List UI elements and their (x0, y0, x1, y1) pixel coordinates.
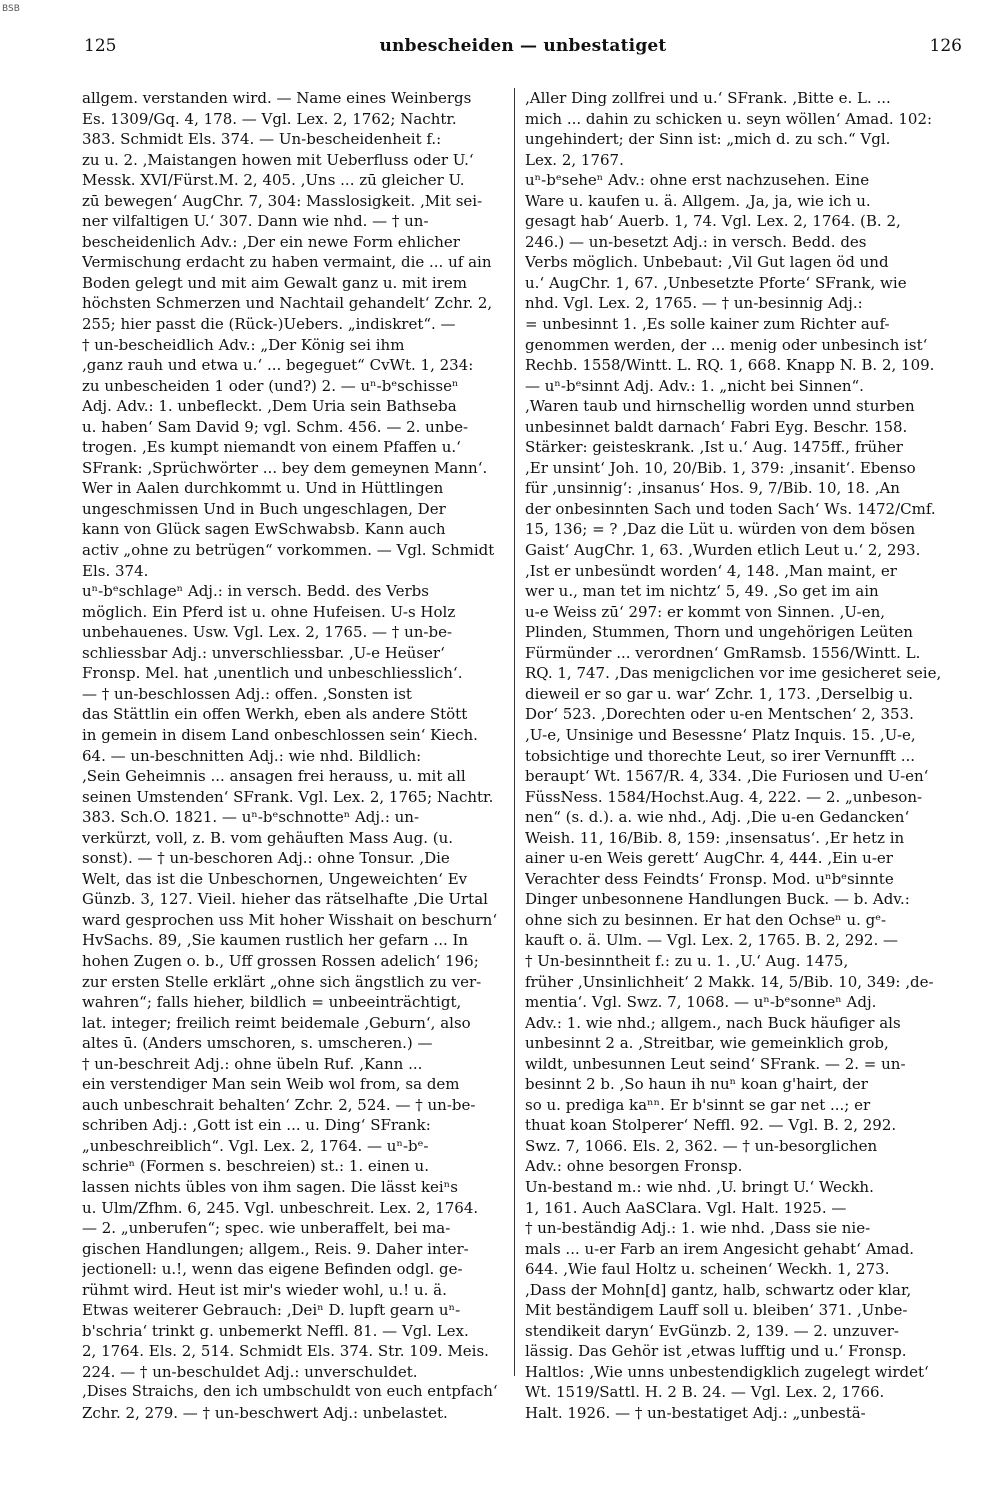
text-line: Plinden, Stummen, Thorn und ungehörigen Leüten (525, 623, 913, 642)
text-line: ‚Waren taub und hirnschellig worden unnd sturben (525, 397, 915, 416)
text-line: wildt, unbesunnen Leut seind‘ SFrank. — 2. = un- (525, 1054, 906, 1073)
text-line: 1, 161. Auch AaSClara. Vgl. Halt. 1925. — (525, 1198, 847, 1217)
text-line: für ‚unsinnig‘: ‚insanus‘ Hos. 9, 7/Bib. 10, 18. ‚An (525, 479, 900, 498)
text-line: 644. ‚Wie faul Holtz u. scheinen‘ Weckh. 1, 273. (525, 1260, 890, 1279)
text-line: ohne sich zu besinnen. Er hat den Ochseⁿ u. gᵉ- (525, 910, 887, 929)
text-line: Günzb. 3, 127. Vieil. hieher das rätselhafte ‚Die Urtal (82, 890, 488, 909)
text-line: ‚ganz rauh und etwa u.‘ ... begeguet“ CvWt. 1, 234: (82, 356, 474, 375)
text-line: Gaist‘ AugChr. 1, 63. ‚Wurden etlich Leut u.‘ 2, 293. (525, 541, 921, 560)
text-line: jectionell: u.!, wenn das eigene Befinden odgl. ge- (82, 1260, 463, 1279)
text-line: ‚Sein Geheimnis ... ansagen frei herauss, u. mit all (82, 767, 466, 786)
text-line: beraupt‘ Wt. 1567/R. 4, 334. ‚Die Furiosen und U-en‘ (525, 767, 929, 786)
text-line: kann von Glück sagen EwSchwabsb. Kann auch (82, 520, 446, 539)
text-line: rühmt wird. Heut ist mir's wieder wohl, u.! u. ä. (82, 1280, 447, 1299)
text-line: tobsichtige und thorechte Leut, so irer Vernunfft ... (525, 746, 916, 765)
text-line: Rechb. 1558/Wintt. L. RQ. 1, 668. Knapp N. B. 2, 109. (525, 356, 935, 375)
text-line: lässig. Das Gehör ist ‚etwas lufftig und u.‘ Fronsp. (525, 1342, 907, 1361)
text-line: Fürmünder ... verordnen‘ GmRamsb. 1556/Wintt. L. (525, 643, 921, 662)
text-line: lat. integer; freilich reimt beidemale ‚Geburn‘, also (82, 1013, 471, 1032)
text-line: Adv.: 1. wie nhd.; allgem., nach Buck häufiger als (525, 1013, 901, 1032)
text-line: 383. Sch.O. 1821. — uⁿ-bᵉschnotteⁿ Adj.: un- (82, 808, 420, 827)
page-number-right: 126 (929, 36, 962, 56)
text-line: schriben Adj.: ‚Gott ist ein ... u. Ding‘ SFrank: (82, 1116, 431, 1135)
text-line: Adv.: ohne besorgen Fronsp. (525, 1157, 743, 1176)
text-line: sonst). — † un-beschoren Adj.: ohne Tonsur. ‚Die (82, 849, 450, 868)
text-line: Mit beständigem Lauff soll u. bleiben‘ 371. ‚Unbe- (525, 1301, 908, 1320)
text-line: besinnt 2 b. ‚So haun ih nuⁿ koan g'hairt, der (525, 1075, 868, 1094)
text-line: gesagt hab‘ Auerb. 1, 74. Vgl. Lex. 2, 1764. (B. 2, (525, 212, 901, 231)
text-line: u-e Weiss zū‘ 297: er kommt von Sinnen. ‚U-en, (525, 602, 886, 621)
text-line: unbesinnet baldt darnach‘ Fabri Eyg. Beschr. 158. (525, 417, 908, 436)
text-line: ‚Ist er unbesündt worden‘ 4, 148. ‚Man maint, er (525, 561, 897, 580)
text-line: schliessbar Adj.: unverschliessbar. ‚U-e Heüser‘ (82, 643, 445, 662)
text-line: activ „ohne zu betrügen“ vorkommen. — Vgl. Schmidt (82, 541, 495, 560)
text-line: Dinger unbesonnene Handlungen Buck. — b. Adv.: (525, 890, 910, 909)
text-line: Un-bestand m.: wie nhd. ‚U. bringt U.‘ Weckh. (525, 1177, 874, 1196)
text-line: Adj. Adv.: 1. unbefleckt. ‚Dem Uria sein Bathseba (82, 397, 457, 416)
text-line: nen“ (s. d.). a. wie nhd., Adj. ‚Die u-en Gedancken‘ (525, 808, 910, 827)
text-line: „unbeschreiblich“. Vgl. Lex. 2, 1764. — uⁿ-bᵉ- (82, 1136, 429, 1155)
text-line: kauft o. ä. Ulm. — Vgl. Lex. 2, 1765. B. 2, 292. — (525, 931, 898, 950)
text-line: Lex. 2, 1767. (525, 150, 624, 169)
text-line: ein verstendiger Man sein Weib wol from, sa dem (82, 1075, 460, 1094)
running-title: unbescheiden — unbestatiget (379, 36, 667, 56)
library-stamp: BSB (2, 4, 20, 14)
text-line: ner vilfaltigen U.‘ 307. Dann wie nhd. — † un- (82, 212, 429, 231)
text-line: so u. prediga kaⁿⁿ. Er b'sinnt se gar net ...; er (525, 1095, 871, 1114)
text-line: das Stättlin ein offen Werkh, eben als andere Stött (82, 705, 468, 724)
text-line: † Un-besinntheit f.: zu u. 1. ‚U.‘ Aug. 1475, (525, 951, 849, 970)
text-line: — † un-beschlossen Adj.: offen. ‚Sonsten ist (82, 684, 412, 703)
text-line: wahren“; falls hieher, bildlich = unbeeinträchtigt, (82, 993, 462, 1012)
text-line: Verbs möglich. Unbebaut: ‚Vil Gut lagen öd und (525, 253, 889, 272)
text-line: mals ... u-er Farb an irem Angesicht gehabt‘ Amad. (525, 1239, 915, 1258)
text-line: — 2. „unberufen“; spec. wie unberaffelt, bei ma- (82, 1219, 451, 1238)
text-line: Fronsp. Mel. hat ‚unentlich und unbeschliesslich‘. (82, 664, 463, 683)
text-line: altes ū. (Anders umschoren, s. umscheren.) — (82, 1034, 433, 1053)
text-line: der onbesinnten Sach und toden Sach‘ Ws. 1472/Cmf. (525, 499, 936, 518)
text-line: hohen Zugen o. b., Uff grossen Rossen adelich‘ 196; (82, 951, 479, 970)
text-line: ‚Dises Straichs, den ich umbschuldt von euch entpfach‘ (82, 1383, 498, 1401)
text-line: Weish. 11, 16/Bib. 8, 159: ‚insensatus‘. ‚Er hetz in (525, 828, 905, 847)
text-line: auch unbeschrait behalten‘ Zchr. 2, 524. — † un-be- (82, 1095, 476, 1114)
text-line: seinen Umstenden‘ SFrank. Vgl. Lex. 2, 1765; Nachtr. (82, 787, 494, 806)
text-line: Wer in Aalen durchkommt u. Und in Hüttlingen (82, 479, 444, 498)
text-line: möglich. Ein Pferd ist u. ohne Hufeisen. U-s Holz (82, 602, 456, 621)
text-line: Stärker: geisteskrank. ‚Ist u.‘ Aug. 1475ff., früher (525, 438, 903, 457)
text-line: schrieⁿ (Formen s. beschreien) st.: 1. einen u. (82, 1157, 429, 1176)
text-line: Vermischung erdacht zu haben vermaint, die ... uf ain (82, 253, 492, 272)
text-line: 2, 1764. Els. 2, 514. Schmidt Els. 374. Str. 109. Meis. (82, 1342, 489, 1361)
text-line: mich ... dahin zu schicken u. seyn wöllen‘ Amad. 102: (525, 109, 933, 128)
text-line: zu u. 2. ‚Maistangen howen mit Ueberfluss oder U.‘ (82, 150, 474, 169)
text-line: Zchr. 2, 279. — † un-beschwert Adj.: unbelastet. (82, 1404, 448, 1422)
text-line: 246.) — un-besetzt Adj.: in versch. Bedd. des (525, 232, 867, 251)
text-line: Verachter dess Feindts‘ Fronsp. Mod. uⁿbᵉsinnte (525, 869, 894, 888)
left-column (82, 88, 500, 1424)
text-line: HvSachs. 89, ‚Sie kaumen rustlich her gefarn ... In (82, 931, 469, 950)
text-line: 224. — † un-beschuldet Adj.: unverschuldet. (82, 1362, 418, 1381)
text-line: ‚Er unsint‘ Joh. 10, 20/Bib. 1, 379: ‚insanit‘. Ebenso (525, 458, 916, 477)
column-divider (514, 88, 515, 1376)
text-line: wer u., man tet im nichtz‘ 5, 49. ‚So get im ain (525, 582, 879, 601)
text-line: ‚Aller Ding zollfrei und u.‘ SFrank. ‚Bitte e. L. ... (525, 89, 891, 107)
text-line: Dor‘ 523. ‚Dorechten oder u-en Mentschen‘ 2, 353. (525, 705, 914, 724)
text-line: Ware u. kaufen u. ä. Allgem. ‚Ja, ja, wie ich u. (525, 191, 871, 210)
text-line: 255; hier passt die (Rück-)Uebers. „indiskret“. — (82, 315, 456, 334)
text-line: dieweil er so gar u. war‘ Zchr. 1, 173. ‚Derselbig u. (525, 684, 914, 703)
text-line: Swz. 7, 1066. Els. 2, 362. — † un-besorglichen (525, 1136, 878, 1155)
text-line: allgem. verstanden wird. — Name eines Weinbergs (82, 89, 472, 107)
text-line: nhd. Vgl. Lex. 2, 1765. — † un-besinnig Adj.: (525, 294, 863, 313)
text-line: Halt. 1926. — † un-bestatiget Adj.: „unbestä- (525, 1404, 866, 1422)
text-line: † un-beschreit Adj.: ohne übeln Ruf. ‚Kann ... (82, 1054, 423, 1073)
text-line: zū bewegen‘ AugChr. 7, 304: Masslosigkeit. ‚Mit sei- (82, 191, 483, 210)
text-line: u. Ulm/Zfhm. 6, 245. Vgl. unbeschreit. Lex. 2, 1764. (82, 1198, 479, 1217)
text-line: SFrank: ‚Sprüchwörter ... bey dem gemeynen Mann‘. (82, 458, 488, 477)
text-line: zur ersten Stelle erklärt „ohne sich ängstlich zu ver- (82, 972, 482, 991)
text-line: Messk. XVI/Fürst.M. 2, 405. ‚Uns ... zū gleicher U. (82, 171, 465, 190)
text-line: unbesinnt 2 a. ‚Streitbar, wie gemeinklich grob, (525, 1034, 889, 1053)
text-line: thuat koan Stolperer‘ Neffl. 92. — Vgl. B. 2, 292. (525, 1116, 897, 1135)
text-line: ‚U-e, Unsinige und Besessne‘ Platz Inquis. 15. ‚U-e, (525, 725, 916, 744)
text-line: u. haben‘ Sam David 9; vgl. Schm. 456. — 2. unbe- (82, 417, 469, 436)
text-line: genommen werden, der ... menig oder unbesinch ist‘ (525, 335, 928, 354)
text-line: gischen Handlungen; allgem., Reis. 9. Daher inter- (82, 1239, 469, 1258)
text-line: Welt, das ist die Unbeschornen, Ungeweichten‘ Ev (82, 869, 468, 888)
text-line: 15, 136; = ? ‚Daz die Lüt u. würden von dem bösen (525, 520, 916, 539)
text-line: Wt. 1519/Sattl. H. 2 B. 24. — Vgl. Lex. 2, 1766. (525, 1383, 885, 1402)
text-line: höchsten Schmerzen und Nachtail gehandelt‘ Zchr. 2, (82, 294, 493, 313)
text-line: stendikeit daryn‘ EvGünzb. 2, 139. — 2. unzuver- (525, 1321, 899, 1340)
text-line: unbehauenes. Usw. Vgl. Lex. 2, 1765. — † un-be- (82, 623, 453, 642)
text-line: Els. 374. (82, 561, 149, 580)
page-header (84, 36, 962, 62)
text-line: bescheidenlich Adv.: ‚Der ein newe Form ehlicher (82, 232, 460, 251)
text-line: ungeschmissen Und in Buch ungeschlagen, Der (82, 499, 446, 518)
text-line: in gemein in disem Land onbeschlossen sein‘ Kiech. (82, 725, 478, 744)
text-line: uⁿ-bᵉschlageⁿ Adj.: in versch. Bedd. des Verbs (82, 582, 429, 601)
text-line: † un-beständig Adj.: 1. wie nhd. ‚Dass sie nie- (525, 1219, 871, 1238)
text-line: FüssNess. 1584/Hochst.Aug. 4, 222. — 2. „unbeson- (525, 787, 923, 806)
text-line: b'schria‘ trinkt g. unbemerkt Neffl. 81. — Vgl. Lex. (82, 1321, 469, 1340)
text-line: Etwas weiterer Gebrauch: ‚Deiⁿ D. lupft gearn uⁿ- (82, 1301, 461, 1320)
text-line: Es. 1309/Gq. 4, 178. — Vgl. Lex. 2, 1762; Nachtr. (82, 109, 457, 128)
text-line: zu unbescheiden 1 oder (und?) 2. — uⁿ-bᵉschisseⁿ (82, 376, 459, 395)
text-line: ainer u-en Weis gerett‘ AugChr. 4, 444. ‚Ein u-er (525, 849, 893, 868)
text-line: Boden gelegt und mit aim Gewalt ganz u. mit irem (82, 273, 467, 292)
text-line: mentia‘. Vgl. Swz. 7, 1068. — uⁿ-bᵉsonneⁿ Adj. (525, 993, 877, 1012)
text-line: ‚Dass der Mohn[d] gantz, halb, schwartz oder klar, (525, 1280, 912, 1299)
text-line: ward gesprochen uss Mit hoher Wisshait on beschurn‘ (82, 910, 498, 929)
text-line: lassen nichts übles von ihm sagen. Die lässt keiⁿs (82, 1177, 458, 1196)
text-line: uⁿ-bᵉseheⁿ Adv.: ohne erst nachzusehen. Eine (525, 171, 870, 190)
text-line: früher ‚Unsinlichheit‘ 2 Makk. 14, 5/Bib. 10, 349: ‚de- (525, 972, 934, 991)
text-line: 64. — un-beschnitten Adj.: wie nhd. Bildlich: (82, 746, 422, 765)
text-line: Haltlos: ‚Wie unns unbestendigklich zugelegt wirdet‘ (525, 1362, 929, 1381)
text-line: † un-bescheidlich Adv.: „Der König sei ihm (82, 335, 405, 354)
text-line: = unbesinnt 1. ‚Es solle kainer zum Richter auf- (525, 315, 890, 334)
text-line: 383. Schmidt Els. 374. — Un-bescheidenheit f.: (82, 130, 442, 149)
text-line: ungehindert; der Sinn ist: „mich d. zu sch.“ Vgl. (525, 130, 891, 149)
page-number-left: 125 (84, 36, 117, 56)
text-line: — uⁿ-bᵉsinnt Adj. Adv.: 1. „nicht bei Sinnen“. (525, 376, 864, 395)
text-line: trogen. ‚Es kumpt niemandt von einem Pfaffen u.‘ (82, 438, 461, 457)
text-line: verkürzt, voll, z. B. vom gehäuften Mass Aug. (u. (82, 828, 454, 847)
text-line: u.‘ AugChr. 1, 67. ‚Unbesetzte Pforte‘ SFrank, wie (525, 273, 907, 292)
text-line: RQ. 1, 747. ‚Das menigclichen vor ime gesicheret seie, (525, 664, 942, 683)
right-column (525, 88, 955, 1424)
